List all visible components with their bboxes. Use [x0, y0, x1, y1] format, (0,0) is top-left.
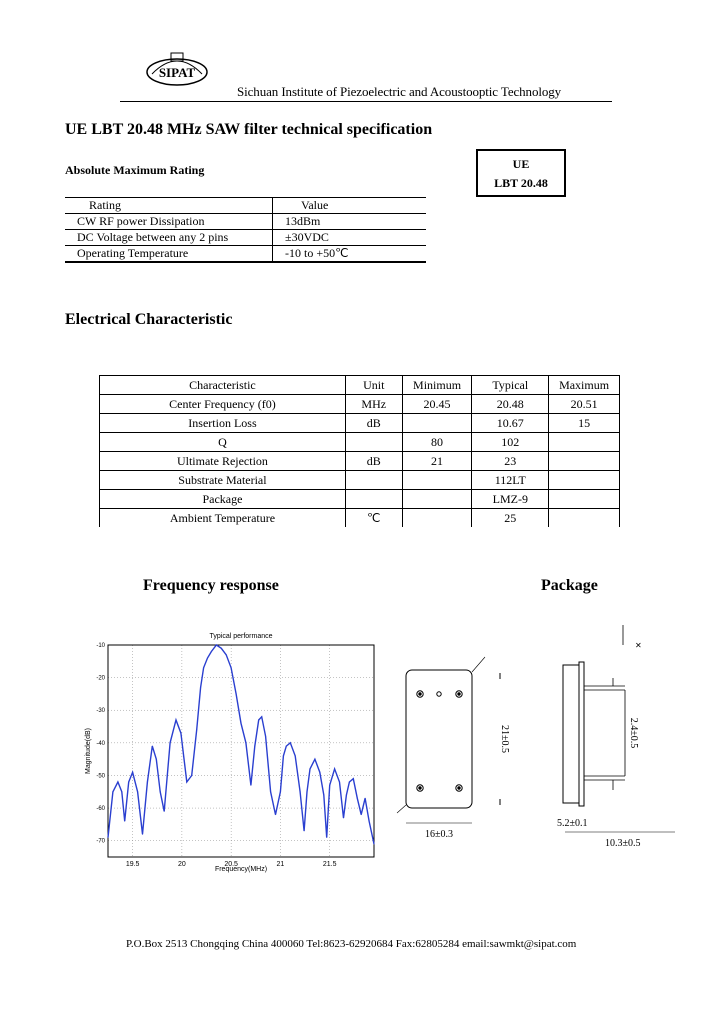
chart-title: Typical performance	[209, 633, 273, 640]
package-front-view	[393, 645, 508, 855]
package-pins	[417, 691, 462, 791]
data-point	[117, 782, 118, 783]
data-point	[132, 772, 133, 773]
table-cell: 20.51	[549, 395, 620, 414]
data-point	[323, 795, 324, 796]
data-point	[176, 720, 177, 721]
data-point	[310, 768, 311, 769]
series-line	[108, 645, 374, 844]
y-tick-label: -10	[96, 643, 105, 649]
data-point	[290, 742, 291, 743]
table-cell: Ambient Temperature	[100, 509, 346, 528]
package-thickness-dim: 10.3±0.5	[605, 838, 641, 849]
table-row	[100, 414, 620, 433]
table-cell	[345, 490, 402, 509]
data-point	[258, 720, 259, 721]
table-cell: ℃	[345, 509, 402, 528]
data-point	[254, 746, 255, 747]
table-cell	[549, 509, 620, 528]
table-cell: Insertion Loss	[100, 414, 346, 433]
table-header-cell: Unit	[345, 376, 402, 395]
data-point	[275, 814, 276, 815]
chart-grid	[108, 645, 374, 857]
data-point	[203, 667, 204, 668]
table-cell: dB	[345, 452, 402, 471]
table-cell	[549, 471, 620, 490]
table-cell: 25	[472, 509, 549, 528]
package-heading: Package	[541, 577, 598, 594]
table-cell: 80	[402, 433, 472, 452]
data-point	[196, 729, 197, 730]
data-point	[245, 742, 246, 743]
data-point	[211, 651, 212, 652]
data-point	[304, 830, 305, 831]
data-point	[349, 782, 350, 783]
model-box	[476, 149, 566, 197]
data-point	[164, 811, 165, 812]
x-tick-label: 21	[276, 861, 285, 868]
y-tick-label: -50	[96, 773, 105, 780]
data-point	[221, 648, 222, 649]
table-cell: Substrate Material	[100, 471, 346, 490]
data-point	[124, 821, 125, 822]
table-cell	[402, 490, 472, 509]
frequency-response-chart	[80, 625, 380, 875]
table-cell: Center Frequency (f0)	[100, 395, 346, 414]
plot-frame	[108, 645, 374, 857]
package-side-view	[555, 620, 685, 860]
table-row	[100, 395, 620, 414]
table-header-row	[65, 198, 426, 214]
electrical-table	[99, 375, 620, 527]
x-tick-label: 21.5	[322, 861, 337, 868]
data-point	[160, 791, 161, 792]
x-tick-label: 20.5	[224, 861, 238, 868]
data-point	[137, 791, 138, 792]
data-point	[112, 791, 113, 792]
model-line2: LBT 20.48	[494, 176, 548, 190]
table-row	[100, 452, 620, 471]
table-row	[100, 433, 620, 452]
data-point	[191, 775, 192, 776]
table-cell	[345, 433, 402, 452]
data-point	[329, 785, 330, 786]
table-cell	[345, 471, 402, 490]
data-point	[286, 746, 287, 747]
package-height-dim: 21±0.5	[499, 725, 510, 753]
frequency-response-heading: Frequency response	[143, 577, 279, 594]
data-point	[283, 755, 284, 756]
institute-name: Sichuan Institute of Piezoelectric and Acoustooptic Technology	[237, 84, 562, 99]
data-point	[353, 778, 354, 779]
table-cell	[549, 433, 620, 452]
data-point	[231, 667, 232, 668]
table-header-cell: Typical	[472, 376, 549, 395]
footer-contact: P.O.Box 2513 Chongqing China 400060 Tel:8623-62920684 Fax:62805284 email:sawmkt@sipat.com	[126, 938, 577, 950]
data-point	[108, 837, 109, 838]
table-row	[100, 471, 620, 490]
data-point	[369, 821, 370, 822]
table-cell: CW RF power Dissipation	[65, 214, 273, 230]
package-body-side	[563, 665, 579, 803]
table-cell	[549, 452, 620, 471]
table-cell	[549, 490, 620, 509]
table-header-cell: Characteristic	[100, 376, 346, 395]
table-cell: 23	[472, 452, 549, 471]
data-point	[261, 716, 262, 717]
data-point	[343, 817, 344, 818]
table-header-cell: Value	[273, 198, 427, 214]
table-row	[100, 490, 620, 509]
table-row	[65, 214, 426, 230]
data-point	[346, 795, 347, 796]
data-point	[374, 844, 375, 845]
data-point	[180, 733, 181, 734]
data-point	[280, 791, 281, 792]
y-tick-label: -40	[96, 740, 105, 747]
data-point	[147, 782, 148, 783]
data-point	[128, 782, 129, 783]
table-cell: ±30VDC	[273, 230, 427, 246]
table-cell: 102	[472, 433, 549, 452]
abs-max-heading: Absolute Maximum Rating	[65, 163, 205, 177]
y-tick-label: -20	[96, 675, 105, 682]
table-cell	[402, 509, 472, 528]
table-cell: Q	[100, 433, 346, 452]
table-header-cell: Maximum	[549, 376, 620, 395]
data-point	[200, 687, 201, 688]
package-spacing-dim: 5.2±0.1	[557, 818, 588, 829]
table-header-cell: Minimum	[402, 376, 472, 395]
data-point	[216, 645, 217, 646]
table-cell: -10 to +50℃	[273, 246, 427, 263]
data-point	[170, 742, 171, 743]
data-point	[314, 759, 315, 760]
y-tick-label: -30	[96, 708, 105, 715]
x-tick-label: 19.5	[125, 861, 140, 868]
y-tick-label: -70	[96, 838, 105, 845]
package-note: ✕	[635, 641, 642, 650]
table-cell: Package	[100, 490, 346, 509]
table-cell: Ultimate Rejection	[100, 452, 346, 471]
data-point	[326, 837, 327, 838]
data-point	[152, 746, 153, 747]
data-point	[300, 791, 301, 792]
table-cell: 21	[402, 452, 472, 471]
sipat-logo	[144, 52, 210, 88]
y-tick-label: -60	[96, 806, 105, 813]
data-point	[365, 798, 366, 799]
table-cell: MHz	[345, 395, 402, 414]
abs-max-table	[65, 197, 426, 263]
data-point	[241, 723, 242, 724]
data-point	[339, 782, 340, 783]
table-cell: 20.48	[472, 395, 549, 414]
logo-text: SIPAT	[158, 65, 196, 80]
header-rule	[120, 101, 612, 102]
electrical-heading: Electrical Characteristic	[65, 311, 233, 328]
data-point	[334, 768, 335, 769]
data-point	[307, 791, 308, 792]
data-point	[236, 693, 237, 694]
table-cell: LMZ-9	[472, 490, 549, 509]
table-cell: 112LT	[472, 471, 549, 490]
table-cell: 10.67	[472, 414, 549, 433]
data-point	[226, 654, 227, 655]
page-title: UE LBT 20.48 MHz SAW filter technical specification	[65, 121, 433, 138]
package-lead-len-dim: 2.4±0.5	[628, 717, 639, 749]
package-width-dim: 16±0.3	[425, 829, 453, 840]
model-line1: UE	[512, 157, 530, 171]
table-cell: DC Voltage between any 2 pins	[65, 230, 273, 246]
table-cell: Operating Temperature	[65, 246, 273, 263]
table-header-cell: Rating	[65, 198, 273, 214]
data-point	[186, 782, 187, 783]
table-cell	[402, 471, 472, 490]
data-point	[207, 658, 208, 659]
table-row	[65, 246, 426, 263]
table-cell	[402, 414, 472, 433]
table-row	[65, 230, 426, 246]
table-row	[100, 509, 620, 528]
table-header-row	[100, 376, 620, 395]
data-point	[121, 791, 122, 792]
table-cell: 20.45	[402, 395, 472, 414]
data-point	[250, 785, 251, 786]
data-point	[142, 834, 143, 835]
chart-xlabel: Frequency(MHz)	[214, 866, 268, 873]
table-cell: dB	[345, 414, 402, 433]
data-point	[357, 798, 358, 799]
data-point	[265, 736, 266, 737]
data-point	[156, 759, 157, 760]
table-cell: 15	[549, 414, 620, 433]
x-tick-label: 20	[177, 861, 186, 868]
table-cell: 13dBm	[273, 214, 427, 230]
chart-ylabel: Magnitude(dB)	[85, 728, 92, 774]
data-point	[270, 791, 271, 792]
data-point	[361, 814, 362, 815]
data-point	[319, 772, 320, 773]
data-point	[295, 755, 296, 756]
